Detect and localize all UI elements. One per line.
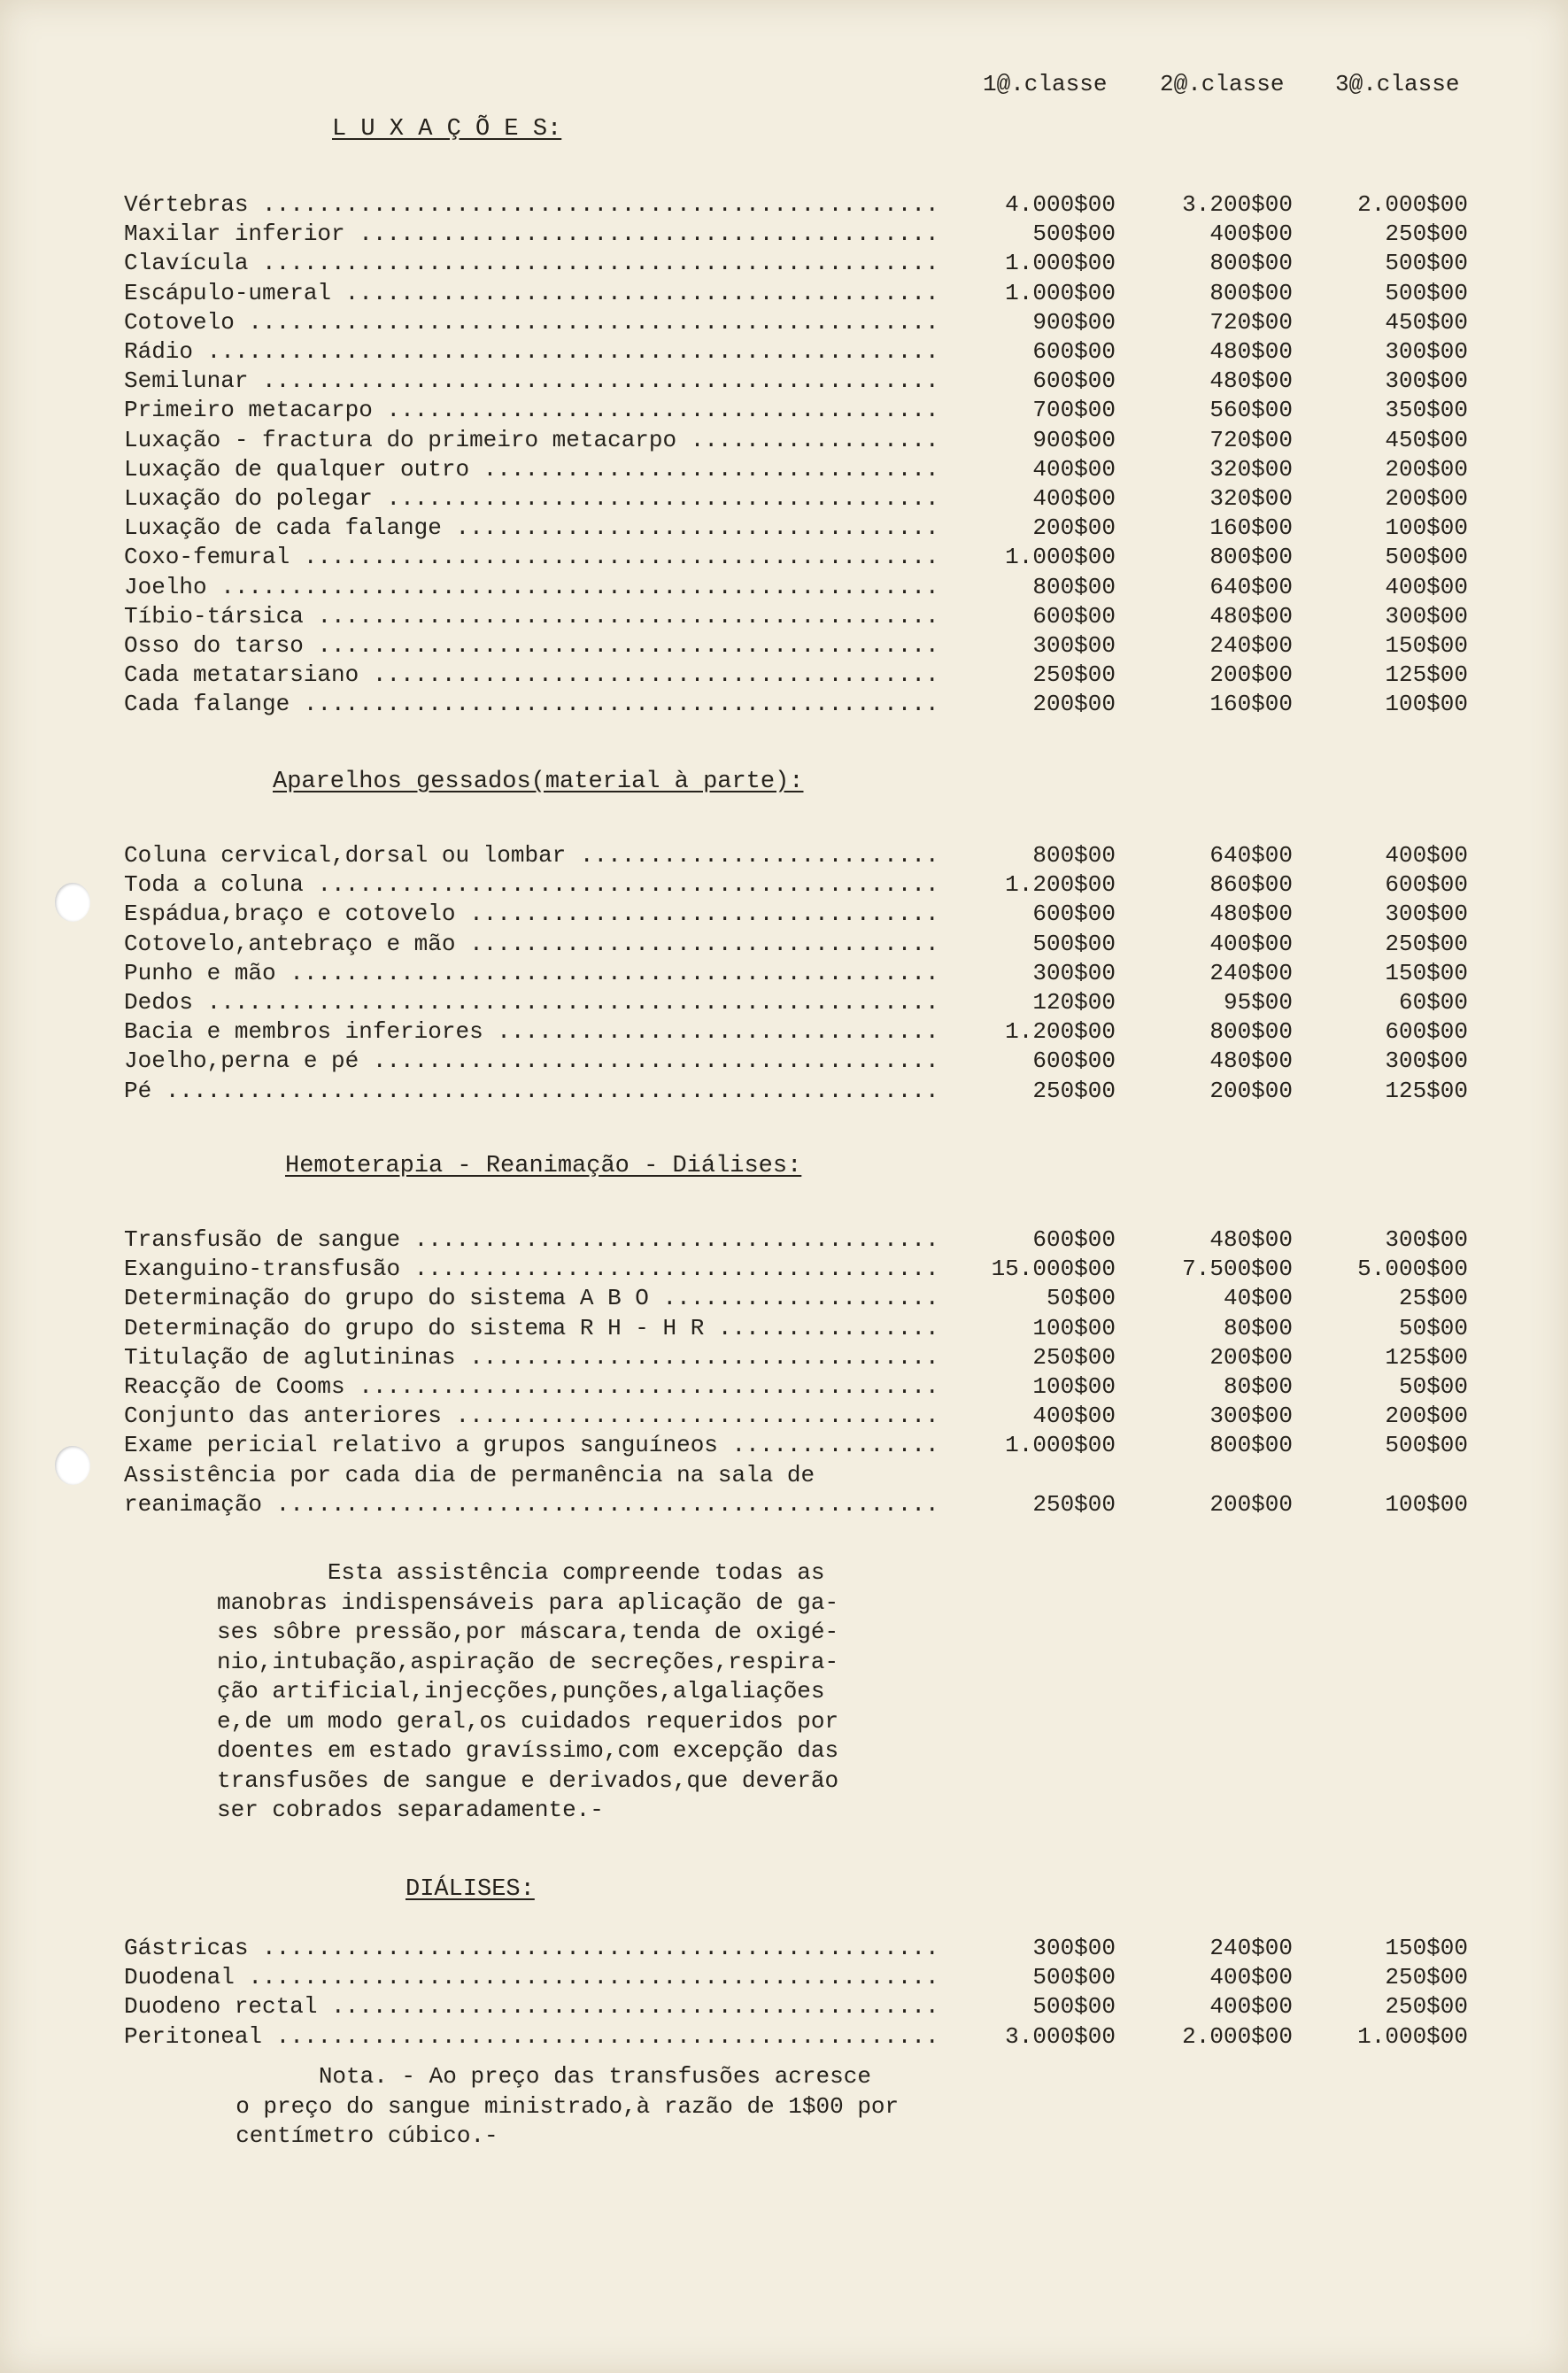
price-class-1: 1.200$00 [1005,1018,1116,1046]
price-class-2: 860$00 [1209,871,1293,899]
section-title-dialises: DIÁLISES: [406,1876,535,1903]
price-class-1: 600$00 [1032,1047,1116,1075]
row-label: Exame pericial relativo a grupos sanguíneos ..... [124,1432,938,1458]
section-title-hemoterapia: Hemoterapia - Reanimação - Diálises: [285,1153,802,1179]
table-row [0,901,1568,930]
table-row [0,1078,1568,1107]
table-row [0,191,1568,220]
table-row [0,1935,1568,1964]
table-row [0,1018,1568,1047]
price-class-2: 160$00 [1209,514,1293,542]
price-class-1: 500$00 [1032,1964,1116,1991]
row-label: Toda a coluna ..... [124,871,938,898]
price-class-2: 240$00 [1209,959,1293,986]
row-label: Luxação - fractura do primeiro metacarpo ..... [124,427,938,453]
row-label: Pé ..... [124,1078,938,1104]
price-class-3: 300$00 [1385,367,1468,395]
price-class-3: 250$00 [1385,1964,1468,1991]
table-row [0,280,1568,309]
price-class-3: 60$00 [1398,989,1468,1016]
row-label: Duodeno rectal ..... [124,1993,938,2020]
price-class-1: 300$00 [1032,632,1116,659]
price-class-1: 400$00 [1032,485,1116,512]
price-class-2: 2.000$00 [1182,2022,1293,2050]
price-class-2: 400$00 [1209,1964,1293,1991]
price-class-1: 4.000$00 [1005,191,1116,218]
table-row [0,2023,1568,2052]
price-class-1: 800$00 [1032,842,1116,869]
price-class-3: 400$00 [1385,573,1468,600]
price-class-2: 480$00 [1209,602,1293,630]
price-class-2: 400$00 [1209,930,1293,957]
price-class-2: 640$00 [1209,573,1293,600]
price-class-3: 2.000$00 [1357,191,1468,218]
table-row [0,1226,1568,1256]
price-class-3: 100$00 [1385,691,1468,718]
table-row [0,1315,1568,1344]
price-class-1: 400$00 [1032,1403,1116,1430]
table-row [0,1285,1568,1314]
price-class-3: 300$00 [1385,901,1468,928]
table-row [0,485,1568,514]
price-class-1: 600$00 [1032,367,1116,395]
row-label: Reacção de Cooms ..... [124,1373,938,1400]
row-label: Luxação do polegar ..... [124,485,938,512]
price-class-2: 320$00 [1209,485,1293,512]
table-row [0,1047,1568,1077]
row-label: Punho e mão ..... [124,960,938,986]
table-row [0,1403,1568,1432]
price-class-3: 250$00 [1385,930,1468,957]
table-row [0,842,1568,871]
transfusion-note: Nota. - Ao preço das transfusões acresce o preço do sangue ministrado,à razão de 1$00 por centímetro cúbico.- [236,2063,900,2149]
price-class-2: 95$00 [1223,989,1293,1016]
section-title-aparelhos: Aparelhos gessados(material à parte): [273,769,804,795]
row-label: Cotovelo ..... [124,309,938,336]
price-class-1: 200$00 [1032,691,1116,718]
price-class-3: 250$00 [1385,220,1468,248]
price-class-3: 500$00 [1385,250,1468,277]
price-class-2: 800$00 [1209,1432,1293,1459]
price-class-3: 25$00 [1398,1285,1468,1312]
price-class-1: 600$00 [1032,338,1116,365]
price-class-3: 450$00 [1385,426,1468,453]
price-class-1: 250$00 [1032,1491,1116,1518]
price-class-1: 250$00 [1032,1343,1116,1371]
price-class-2: 480$00 [1209,901,1293,928]
table-row [0,960,1568,989]
row-label: Dedos ..... [124,989,938,1016]
price-class-1: 15.000$00 [991,1256,1116,1283]
price-class-1: 250$00 [1032,661,1116,689]
price-class-2: 560$00 [1209,397,1293,424]
row-label: Tíbio-társica ..... [124,603,938,630]
section-title-luxacoes: L U X A Ç Õ E S: [332,116,562,143]
row-label: Duodenal ..... [124,1964,938,1990]
price-class-1: 800$00 [1032,573,1116,600]
row-label: Exanguino-transfusão ..... [124,1256,938,1282]
price-class-1: 900$00 [1032,426,1116,453]
price-class-1: 100$00 [1032,1373,1116,1400]
row-label: reanimação ..... [124,1491,938,1518]
table-row [0,871,1568,901]
row-label: Joelho,perna e pé ..... [124,1047,938,1074]
price-class-3: 400$00 [1385,842,1468,869]
price-class-3: 300$00 [1385,1226,1468,1253]
row-label: Luxação de qualquer outro ..... [124,456,938,483]
class-1-header: 1@.classe [983,71,1108,97]
price-class-3: 50$00 [1398,1373,1468,1400]
price-class-1: 1.000$00 [1005,250,1116,277]
price-class-1: 1.200$00 [1005,871,1116,899]
table-row [0,456,1568,485]
price-class-1: 100$00 [1032,1314,1116,1341]
row-label: Espádua,braço e cotovelo ..... [124,901,938,927]
table-row [0,397,1568,426]
price-class-1: 120$00 [1032,989,1116,1016]
price-class-1: 600$00 [1032,1226,1116,1253]
row-label: Rádio ..... [124,338,938,365]
price-class-1: 900$00 [1032,308,1116,336]
row-label: Semilunar ..... [124,367,938,394]
price-class-1: 1.000$00 [1005,544,1116,571]
price-class-3: 500$00 [1385,1432,1468,1459]
price-class-3: 125$00 [1385,661,1468,689]
table-row [0,309,1568,338]
price-class-3: 350$00 [1385,397,1468,424]
price-class-2: 720$00 [1209,308,1293,336]
price-class-1: 250$00 [1032,1077,1116,1104]
price-class-3: 1.000$00 [1357,2022,1468,2050]
class-3-header: 3@.classe [1335,71,1460,97]
row-label: Conjunto das anteriores ..... [124,1403,938,1429]
table-row [0,632,1568,661]
price-class-3: 200$00 [1385,1403,1468,1430]
class-2-header: 2@.classe [1160,71,1285,97]
row-label: Escápulo-umeral ..... [124,280,938,306]
table-row [0,250,1568,279]
price-class-3: 150$00 [1385,1935,1468,1961]
price-class-2: 480$00 [1209,1047,1293,1075]
price-class-1: 400$00 [1032,455,1116,483]
price-class-3: 250$00 [1385,1993,1468,2021]
assistencia-line: Assistência por cada dia de permanência na sala de [124,1462,815,1488]
price-class-2: 800$00 [1209,544,1293,571]
price-class-3: 200$00 [1385,455,1468,483]
row-label: Maxilar inferior ..... [124,220,938,247]
price-class-3: 450$00 [1385,308,1468,336]
price-class-3: 100$00 [1385,514,1468,542]
price-class-1: 300$00 [1032,959,1116,986]
price-class-2: 720$00 [1209,426,1293,453]
price-class-1: 1.000$00 [1005,1432,1116,1459]
table-row [0,1993,1568,2022]
price-class-1: 500$00 [1032,220,1116,248]
price-class-3: 600$00 [1385,871,1468,899]
row-label: Gástricas ..... [124,1935,938,1961]
price-class-2: 800$00 [1209,279,1293,306]
price-class-2: 400$00 [1209,1993,1293,2021]
price-class-1: 3.000$00 [1005,2022,1116,2050]
row-label: Determinação do grupo do sistema A B O ..... [124,1285,938,1311]
table-row [0,220,1568,250]
row-label: Joelho ..... [124,574,938,600]
price-class-3: 150$00 [1385,632,1468,659]
row-label: Coxo-femural ..... [124,544,938,570]
price-class-3: 300$00 [1385,338,1468,365]
table-row [0,574,1568,603]
price-class-2: 640$00 [1209,842,1293,869]
table-row [0,1256,1568,1285]
price-class-1: 500$00 [1032,930,1116,957]
price-class-2: 200$00 [1209,661,1293,689]
price-class-3: 300$00 [1385,1047,1468,1075]
price-class-1: 600$00 [1032,602,1116,630]
table-row [0,931,1568,960]
price-class-1: 200$00 [1032,514,1116,542]
price-class-1: 700$00 [1032,397,1116,424]
row-label: Cada metatarsiano ..... [124,661,938,688]
row-label: Bacia e membros inferiores ..... [124,1018,938,1045]
table-row [0,544,1568,573]
price-class-2: 800$00 [1209,250,1293,277]
price-class-2: 480$00 [1209,1226,1293,1253]
price-class-2: 800$00 [1209,1018,1293,1046]
price-class-3: 5.000$00 [1357,1256,1468,1283]
price-class-3: 125$00 [1385,1343,1468,1371]
price-class-2: 3.200$00 [1182,191,1293,218]
price-class-3: 500$00 [1385,279,1468,306]
price-class-3: 300$00 [1385,602,1468,630]
table-row [0,1373,1568,1403]
price-class-2: 240$00 [1209,632,1293,659]
row-label: Peritoneal ..... [124,2023,938,2050]
price-class-2: 80$00 [1223,1373,1293,1400]
row-label: Luxação de cada falange ..... [124,514,938,541]
price-class-2: 200$00 [1209,1491,1293,1518]
row-label: Cada falange ..... [124,691,938,717]
price-class-1: 1.000$00 [1005,279,1116,306]
table-row [0,661,1568,691]
price-class-1: 50$00 [1046,1285,1116,1312]
row-label: Titulação de aglutininas ..... [124,1344,938,1371]
table-row [0,603,1568,632]
price-class-2: 400$00 [1209,220,1293,248]
table-row [0,1344,1568,1373]
price-class-2: 40$00 [1223,1285,1293,1312]
price-class-2: 200$00 [1209,1077,1293,1104]
row-label: Determinação do grupo do sistema R H - H R ..... [124,1315,938,1341]
row-label: Coluna cervical,dorsal ou lombar ..... [124,842,938,869]
price-class-3: 150$00 [1385,959,1468,986]
price-class-3: 125$00 [1385,1077,1468,1104]
table-row [0,514,1568,544]
price-class-1: 600$00 [1032,901,1116,928]
row-label: Transfusão de sangue ..... [124,1226,938,1253]
table-row [0,1491,1568,1520]
table-row [0,1964,1568,1993]
price-class-2: 300$00 [1209,1403,1293,1430]
price-class-1: 300$00 [1032,1935,1116,1961]
price-class-2: 480$00 [1209,338,1293,365]
price-class-2: 200$00 [1209,1343,1293,1371]
row-label: Osso do tarso ..... [124,632,938,659]
price-class-3: 200$00 [1385,485,1468,512]
price-class-3: 600$00 [1385,1018,1468,1046]
row-label: Primeiro metacarpo ..... [124,397,938,423]
table-row [0,338,1568,367]
price-class-3: 500$00 [1385,544,1468,571]
table-row [0,691,1568,720]
price-class-2: 7.500$00 [1182,1256,1293,1283]
price-class-2: 480$00 [1209,367,1293,395]
price-class-3: 50$00 [1398,1314,1468,1341]
price-class-2: 160$00 [1209,691,1293,718]
table-row [0,989,1568,1018]
table-row [0,1432,1568,1461]
table-row [0,427,1568,456]
row-label: Vértebras ..... [124,191,938,218]
row-label: Clavícula ..... [124,250,938,276]
assistencia-note: Esta assistência compreende todas as manobras indispensáveis para aplicação de ga- ses sôbre pressão,por máscara,tenda de oxigé- nio,intubação,aspiração de secreções,respira- ção artificial,injecções,punções,algaliações e,de um modo geral,os cuidados requeridos por doentes em estado gravíssimo,com excepção das transfusões de sangue e derivados,que deverão ser cobrados separadamente.- [217,1559,839,1823]
price-class-2: 320$00 [1209,455,1293,483]
table-row [0,367,1568,397]
price-class-2: 80$00 [1223,1314,1293,1341]
price-class-3: 100$00 [1385,1491,1468,1518]
row-label: Cotovelo,antebraço e mão ..... [124,931,938,957]
price-class-2: 240$00 [1209,1935,1293,1961]
price-class-1: 500$00 [1032,1993,1116,2021]
